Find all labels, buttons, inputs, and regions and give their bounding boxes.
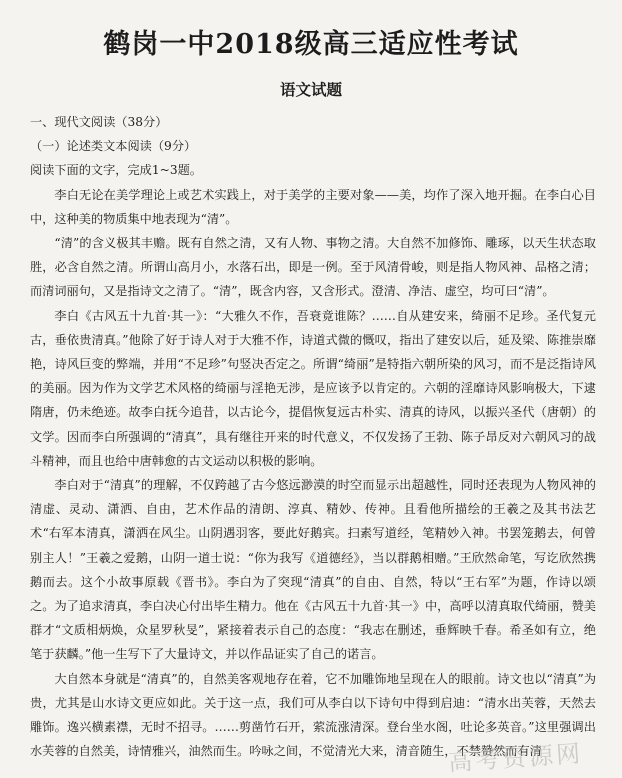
exam-title: 鹤岗一中2018级高三适应性考试 — [103, 29, 519, 60]
paragraph-2: “清”的含义极其丰赡。既有自然之清，又有人物、事物之清。大自然不加修饰、雕琢，以天生状态取胜，必含自然之清。所谓山高月小，水落石出，即是一例。至于风清骨峻，则是指人物风神、品格之清；而清词丽句，又是指诗文之清了。“清”，既含内容，又含形式。澄清、净洁、虚空，均可曰“清”。 — [30, 236, 596, 299]
section-heading: 一、现代文阅读（38分） — [30, 115, 168, 129]
paragraph-5: 大自然本身就是“清真”的，自然美客观地存在着，它不加雕饰地呈现在人的眼前。诗文也以“清真”为贵，尤其是山水诗文更应如此。关于这一点，我们可从李白以下诗句中得到启迪：“清水出芙蓉，天然去雕饰。逸兴横素襟，无时不招寻。……剪凿竹石开，萦流涨清深。登台坐水阁，吐论多英音。”这里强调出水芙蓉的自然美，诗情雅兴，油然而生。吟咏之间，不觉清光大来，清音随生，不禁赞然而有清 — [30, 671, 596, 759]
reading-instruction: 阅读下面的文字，完成1~3题。 — [30, 163, 202, 178]
paragraph-4: 李白对于“清真”的理解，不仅跨越了古今悠远渺漠的时空而显示出超越性，同时还表现为人物风神的清虚、灵动、潇洒、自由，艺术作品的清朗、淳真、精妙、传神。且看他所描绘的王羲之及其书法艺术“右军本清真，潇洒在风尘。山阴遇羽客，要此好鹅宾。扫素写道经，笔精妙入神。书罢笼鹅去，何曾别主人！”王羲之爱鹅，山阴一道士说：“你为我写《道德经》，当以群鹅相赠。”王欣然命笔，写讫欣然携鹅而去。这个小故事原载《晋书》。李白为了突现“清真”的自由、自然，特以“王右军”为题，作诗以颂之。为了追求清真，李白决心付出毕生精力。他在《古风五十九首·其一》中，高呼以清真取代绮丽，赞美群才“文质相炳焕，众星罗秋旻”，紧接着表示自己的态度：“我志在删述，垂辉映千春。希圣如有立，绝笔于获麟。”他一生写下了大量诗文，并以作品证实了自己的诺言。 — [30, 478, 596, 662]
paragraph-3: 李白《古风五十九首·其一》：“大雅久不作，吾衰竟谁陈？……自从建安来，绮丽不足珍。圣代复元古，垂依贵清真。”他除了好于诗人对于大雅不作，诗道式微的慨叹，指出了建安以后，延及梁、陈推崇靡艳，诗风巨变的弊端，并用“不足珍”句竖决否定之。所谓“绮丽”是特指六朝所染的风习，而不是泛指诗风的美丽。因为作为文学艺术风格的绮丽与淫艳无涉，是应该予以肯定的。六朝的淫靡诗风影响极大，下逮隋唐，仍未绝迹。故李白抚今追昔，以古论今，提倡恢复远古朴实、清真的诗风，以振兴圣代（唐朝）的文学。因而李白所强调的“清真”，具有继往开来的时代意义，不仅发扬了王勃、陈子昂反对六朝风习的战斗精神，而且也给中唐韩愈的古文运动以积极的影响。 — [30, 308, 596, 468]
exam-body — [30, 110, 596, 763]
subsection-heading: （一）论述类文本阅读（9分） — [30, 139, 197, 154]
watermark-text: 高考资源网 — [447, 739, 584, 777]
exam-subtitle: 语文试题 — [279, 80, 342, 99]
paragraph-1: 李白无论在美学理论上或艺术实践上，对于美学的主要对象——美，均作了深入地开掘。在李白心目中，这种美的物质集中地表现为“清”。 — [30, 187, 596, 226]
